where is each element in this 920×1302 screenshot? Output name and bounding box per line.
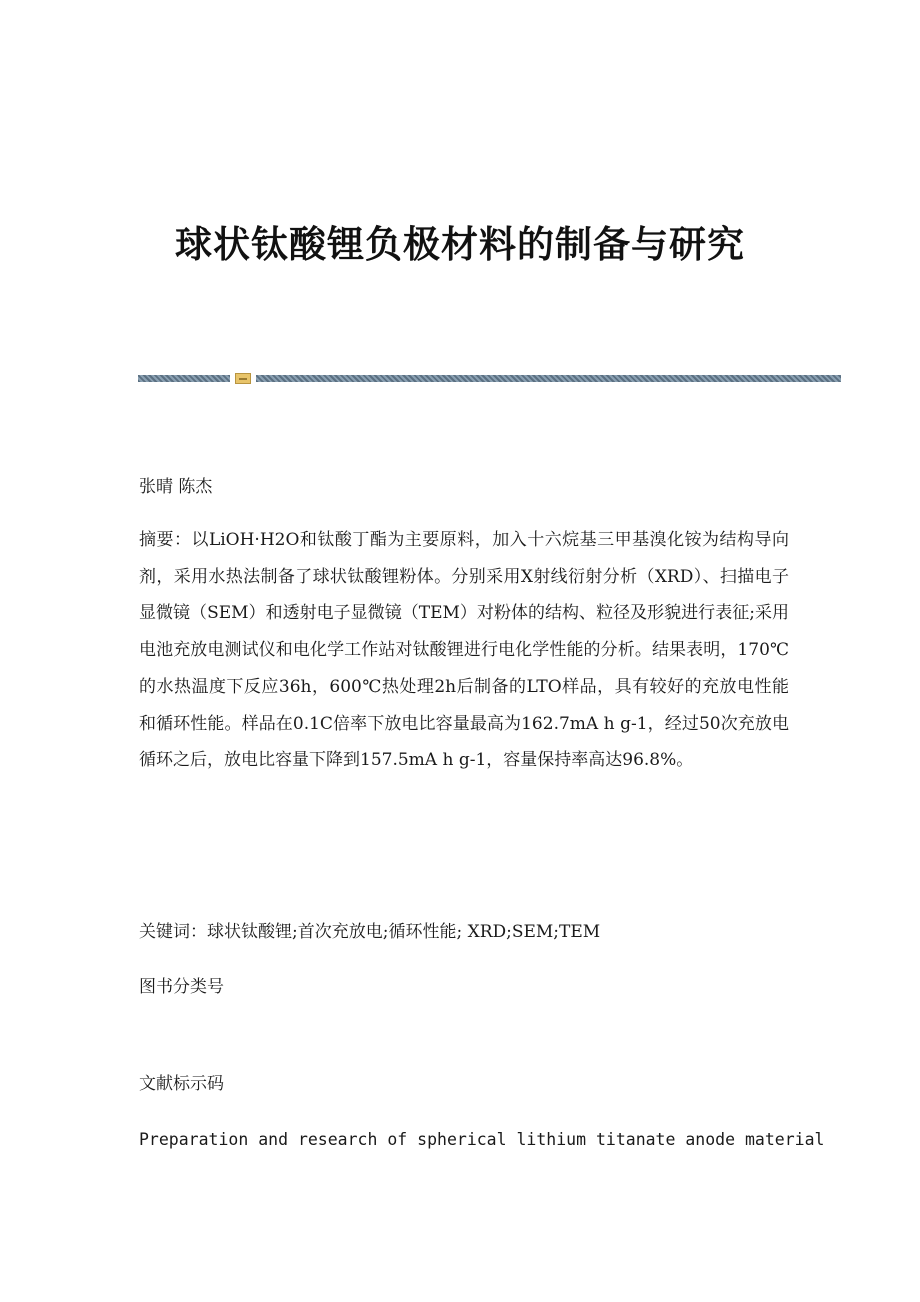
divider-right-bar xyxy=(256,375,841,382)
english-title: Preparation and research of spherical lithium titanate anode material xyxy=(139,1130,825,1149)
divider-emblem-icon xyxy=(235,373,251,384)
divider-left-bar xyxy=(138,375,230,382)
classification-number-label: 图书分类号 xyxy=(139,977,224,997)
abstract: 摘要：以LiOH·H2O和钛酸丁酯为主要原料，加入十六烷基三甲基溴化铵为结构导向剂，采用水热法制备了球状钛酸锂粉体。分别采用X射线衍射分析（XRD）、扫描电子显微镜（SEM）和透射电子显微镜（TEM）对粉体的结构、粒径及形貌进行表征;采用电池充放电测试仪和电化学工作站对钛酸锂进行电化学性能的分析。结果表明，170℃的水热温度下反应36h，600℃热处理2h后制备的LTO样品，具有较好的充放电性能和循环性能。样品在0.1C倍率下放电比容量最高为162.7mA h g-1，经过50次充放电循环之后，放电比容量下降到157.5mA h g-1，容量保持率高达96.8%。 xyxy=(139,530,789,771)
document-code-label: 文献标示码 xyxy=(139,1074,224,1094)
title-divider xyxy=(138,373,841,385)
keywords: 关键词：球状钛酸锂;首次充放电;循环性能; XRD;SEM;TEM xyxy=(139,922,601,942)
authors: 张晴 陈杰 xyxy=(139,477,213,497)
page-title: 球状钛酸锂负极材料的制备与研究 xyxy=(175,222,745,266)
